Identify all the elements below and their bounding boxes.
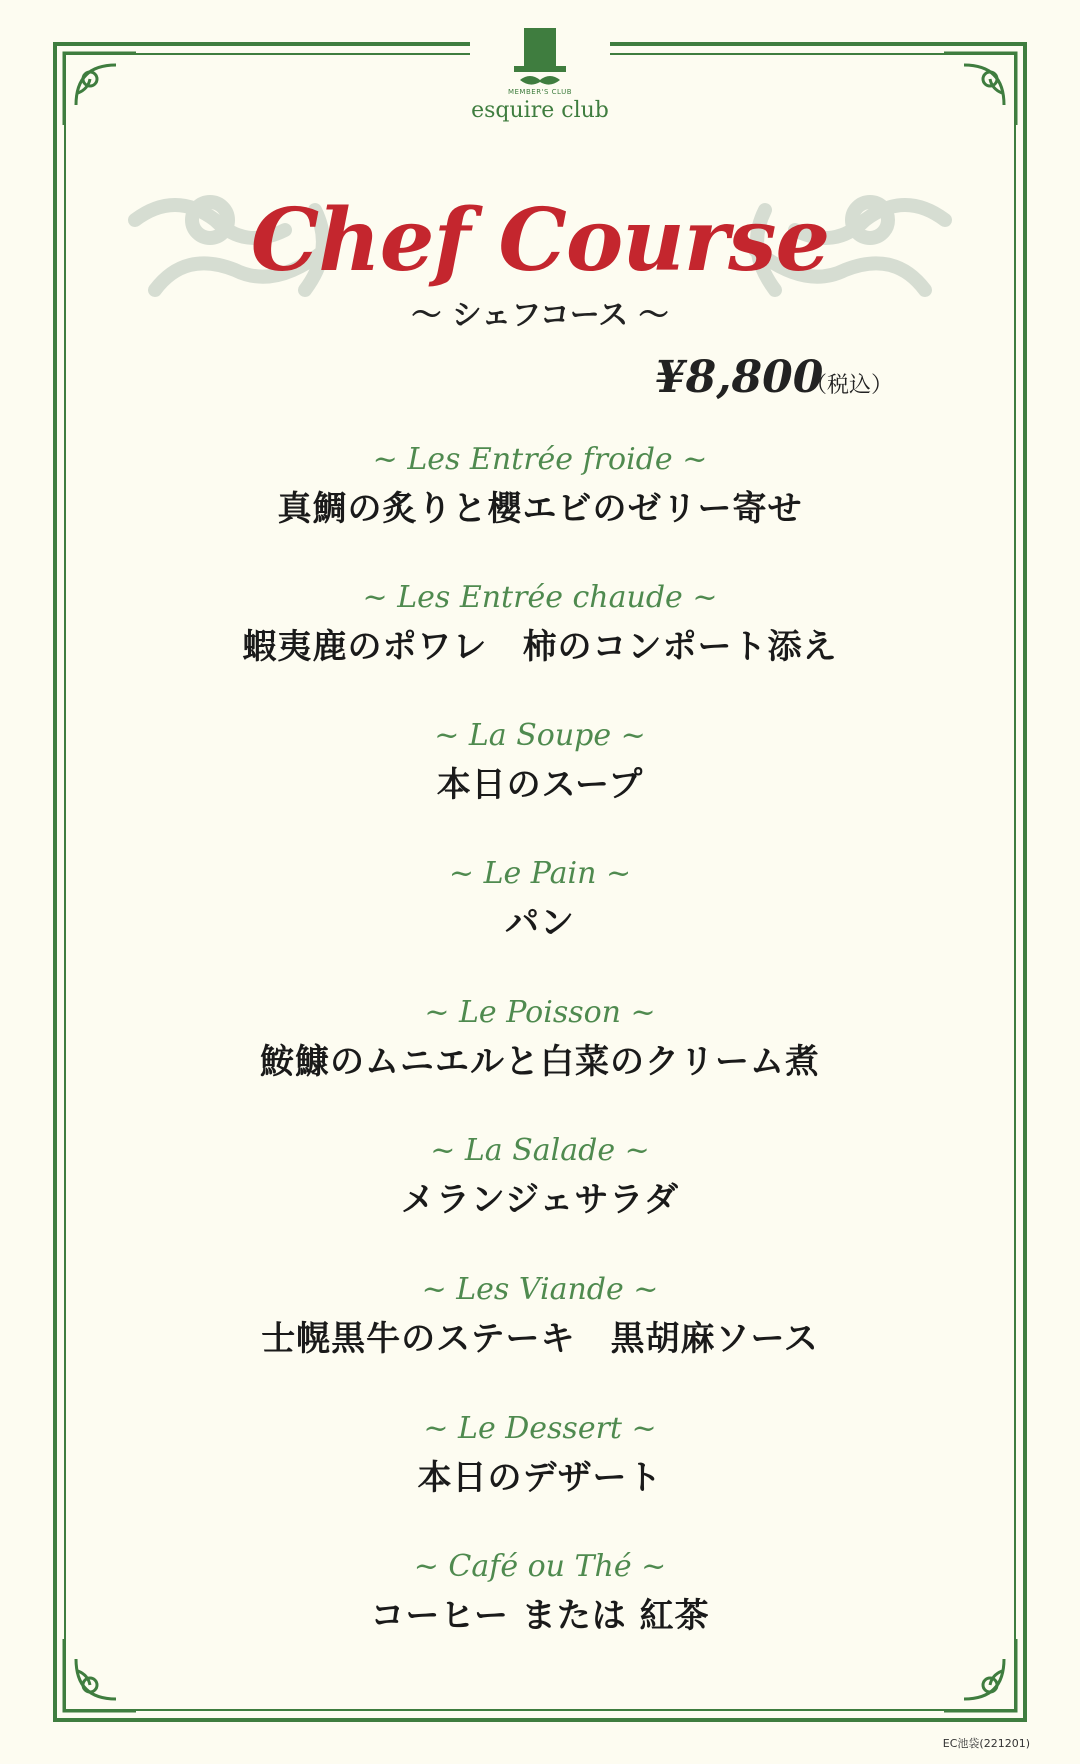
top-hat-mustache-icon: [470, 22, 610, 92]
course-item: [0, 716, 1080, 810]
course-french-name: ~ Les Entrée chaude ~: [362, 580, 718, 615]
course-french-name: ~ Le Poisson ~: [424, 995, 656, 1030]
corner-ornament-top-left: [56, 45, 146, 135]
course-french-name: ~ La Salade ~: [430, 1133, 650, 1168]
course-french-name: ~ Les Viande ~: [421, 1272, 659, 1307]
course-french-name: ~ Les Entrée froide ~: [372, 442, 708, 477]
corner-ornament-bottom-left: [56, 1629, 146, 1719]
course-item: [0, 578, 1080, 672]
course-item: [0, 440, 1080, 534]
course-japanese-dish: 本日のスープ: [436, 765, 644, 805]
course-japanese-dish: 本日のデザート: [417, 1458, 663, 1498]
course-price: ¥8,800: [655, 352, 824, 403]
corner-ornament-top-right: [934, 45, 1024, 135]
course-japanese-dish: メランジェサラダ: [400, 1180, 680, 1220]
menu-subtitle: 〜 シェフコース 〜: [411, 298, 669, 333]
course-item: [0, 1131, 1080, 1225]
course-item: [0, 1547, 1080, 1641]
esquire-club-logo: [470, 22, 610, 132]
print-code: EC池袋(221201): [942, 1737, 1030, 1750]
course-japanese-dish: 蝦夷鹿のポワレ 柿のコンポート添え: [242, 627, 838, 667]
course-french-name: ~ La Soupe ~: [434, 718, 646, 753]
course-french-name: ~ Café ou Thé ~: [413, 1549, 667, 1584]
course-item: [0, 1409, 1080, 1503]
course-japanese-dish: 真鯛の炙りと櫻エビのゼリー寄せ: [277, 489, 803, 529]
course-japanese-dish: 士幌黒牛のステーキ 黒胡麻ソース: [261, 1319, 819, 1359]
course-japanese-dish: 鮟鱇のムニエルと白菜のクリーム煮: [260, 1042, 820, 1082]
logo-tagline: MEMBER'S CLUB: [507, 88, 573, 96]
course-french-name: ~ Le Pain ~: [448, 856, 632, 891]
course-item: [0, 993, 1080, 1087]
course-french-name: ~ Le Dessert ~: [423, 1411, 657, 1446]
logo-name: esquire club: [471, 98, 609, 123]
course-item: [0, 854, 1080, 948]
menu-title: Chef Course: [250, 190, 830, 291]
course-japanese-dish: コーヒー または 紅茶: [370, 1596, 710, 1636]
tax-note: （税込）: [805, 373, 894, 398]
course-japanese-dish: パン: [505, 903, 575, 943]
course-item: [0, 1270, 1080, 1364]
corner-ornament-bottom-right: [934, 1629, 1024, 1719]
